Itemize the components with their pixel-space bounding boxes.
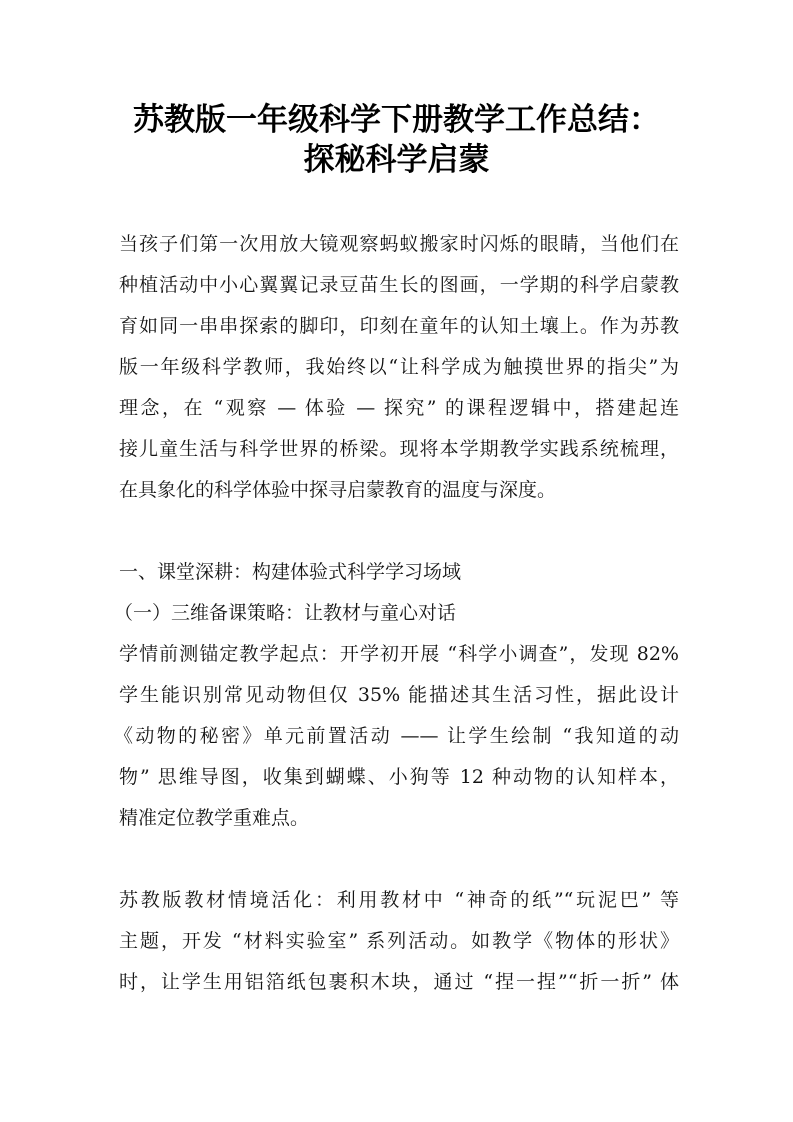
intro-line: 育如同一串串探索的脚印，印刻在童年的认知土壤上。作为苏教 <box>119 315 679 337</box>
subsection-heading: （一）三维备课策略：让教材与童心对话 <box>114 602 457 624</box>
paragraph-line: 苏教版教材情境活化：利用教材中 “神奇的纸”“玩泥巴” 等 <box>119 889 679 911</box>
document-title-line-2: 探秘科学启蒙 <box>303 142 490 178</box>
paragraph-line: 《动物的秘密》单元前置活动 —— 让学生绘制 “我知道的动 <box>114 725 679 747</box>
paragraph-line: 主题，开发 “材料实验室” 系列活动。如教学《物体的形状》 <box>119 930 679 952</box>
paragraph-line: 精准定位教学重难点。 <box>119 807 310 829</box>
intro-line: 当孩子们第一次用放大镜观察蚂蚁搬家时闪烁的眼睛，当他们在 <box>119 233 679 255</box>
intro-line: 理念，在 “观察 — 体验 — 探究” 的课程逻辑中，搭建起连 <box>119 397 679 419</box>
intro-line: 种植活动中小心翼翼记录豆苗生长的图画，一学期的科学启蒙教 <box>119 274 679 296</box>
paragraph-line: 物” 思维导图，收集到蝴蝶、小狗等 12 种动物的认知样本， <box>119 766 679 788</box>
intro-line: 接儿童生活与科学世界的桥梁。现将本学期教学实践系统梳理， <box>119 438 679 460</box>
paragraph-line: 时，让学生用铝箔纸包裹积木块，通过 “捏一捏”“折一折” 体 <box>119 971 679 993</box>
paragraph-line: 学情前测锚定教学起点：开学初开展 “科学小调查”，发现 82% <box>119 643 679 665</box>
intro-line: 版一年级科学教师，我始终以“让科学成为触摸世界的指尖”为 <box>119 356 679 378</box>
intro-line: 在具象化的科学体验中探寻启蒙教育的温度与深度。 <box>119 479 557 501</box>
paragraph-line: 学生能识别常见动物但仅 35% 能描述其生活习性，据此设计 <box>119 684 679 706</box>
document-title-line-1: 苏教版一年级科学下册教学工作总结： <box>133 102 660 138</box>
section-heading: 一、课堂深耕：构建体验式科学学习场域 <box>119 561 462 583</box>
